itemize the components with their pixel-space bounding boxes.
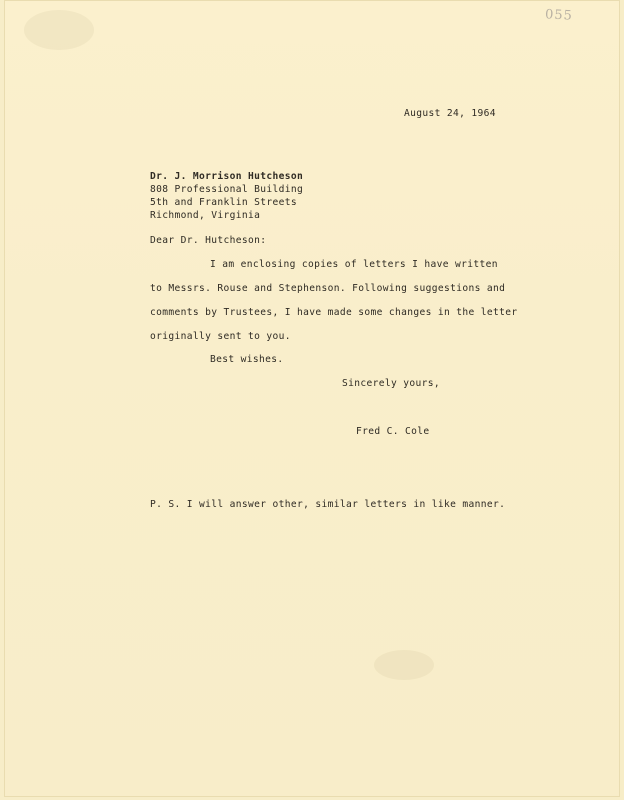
signature-name: Fred C. Cole bbox=[356, 426, 430, 437]
body-line: I am enclosing copies of letters I have written bbox=[210, 259, 498, 270]
postscript: P. S. I will answer other, similar letters in like manner. bbox=[150, 499, 506, 510]
recipient-name: Dr. J. Morrison Hutcheson bbox=[150, 171, 304, 182]
paper-smudge bbox=[374, 650, 434, 680]
paper-smudge bbox=[24, 10, 94, 50]
recipient-address-line-3: Richmond, Virginia bbox=[150, 210, 261, 221]
salutation: Dear Dr. Hutcheson: bbox=[150, 235, 267, 246]
letter-page bbox=[4, 0, 620, 797]
body-line: to Messrs. Rouse and Stephenson. Following suggestions and bbox=[150, 283, 506, 294]
body-line: comments by Trustees, I have made some changes in the letter bbox=[150, 307, 518, 318]
body-line: originally sent to you. bbox=[150, 331, 291, 342]
letter-date: August 24, 1964 bbox=[404, 108, 496, 119]
recipient-address-line-1: 808 Professional Building bbox=[150, 184, 304, 195]
closing-wish: Best wishes. bbox=[210, 354, 284, 365]
recipient-address-line-2: 5th and Franklin Streets bbox=[150, 197, 298, 208]
archive-number: 055 bbox=[544, 7, 574, 24]
complimentary-close: Sincerely yours, bbox=[342, 378, 441, 389]
